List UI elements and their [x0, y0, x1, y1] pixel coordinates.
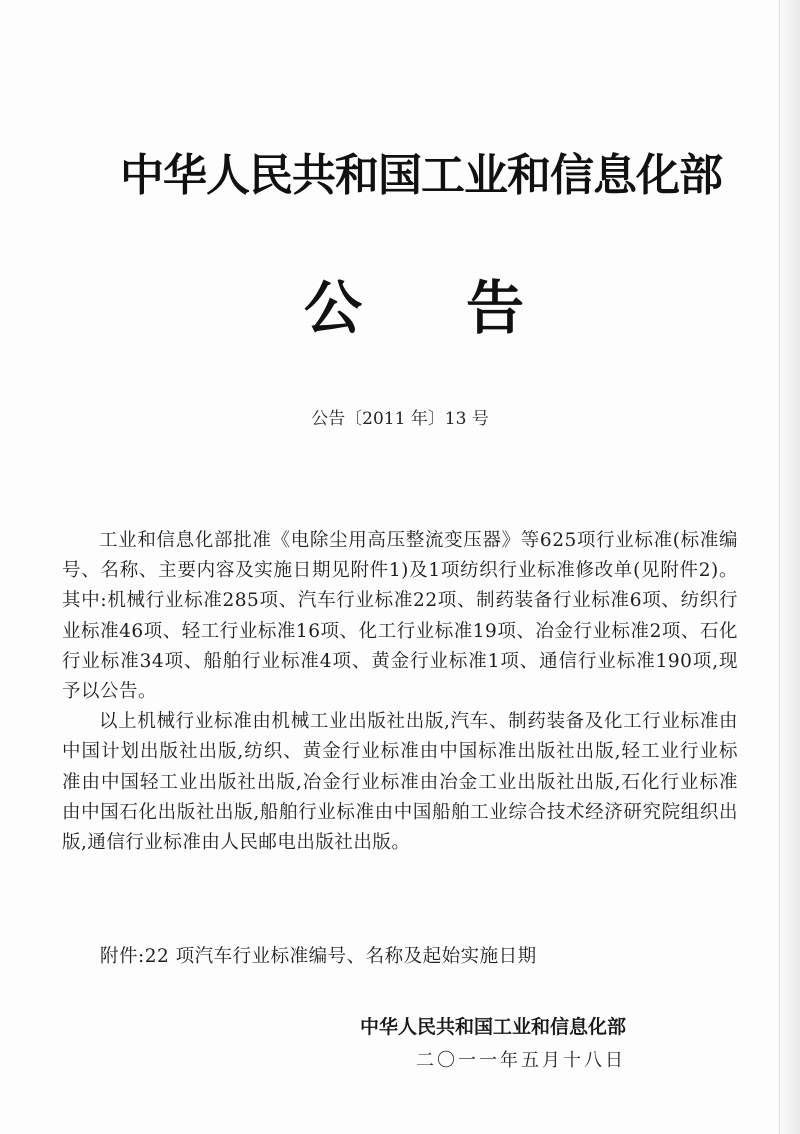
signature-organization: 中华人民共和国工业和信息化部 [360, 1016, 627, 1038]
announcement-body [62, 526, 738, 858]
body-paragraph: 以上机械行业标准由机械工业出版社出版,汽车、制药装备及化工行业标准由中国计划出版社出版,纺织、黄金行业标准由中国标准出版社出版,轻工业行业标准由中国轻工业出版社出版,冶金行业标准由冶金工业出版社出版,石化行业标准由中国石化出版社出版,船舶行业标准由中国船舶工业综合技术经济研究院组织出版,通信行业标准由人民邮电出版社出版。 [62, 711, 738, 854]
page-edge-line [779, 0, 780, 1134]
issuing-ministry: 中华人民共和国工业和信息化部 [120, 150, 722, 201]
page-edge-shadow [774, 0, 800, 1134]
document-number: 公告〔2011 年〕13 号 [311, 409, 489, 429]
announcement-title: 公告 [304, 274, 629, 342]
attachment-note: 附件:22 项汽车行业标准编号、名称及起始实施日期 [100, 946, 537, 967]
body-paragraph: 工业和信息化部批准《电除尘用高压整流变压器》等625项行业标准(标准编号、名称、主要内容及实施日期见附件1)及1项纺织行业标准修改单(见附件2)。其中:机械行业标准285项、汽车行业标准22项、制药装备行业标准6项、纺织行业标准46项、轻工行业标准16项、化工行业标准19项、冶金行业标准2项、石化行业标准34项、船舶行业标准4项、黄金行业标准1项、通信行业标准190项,现予以公告。 [62, 530, 738, 703]
signature-date: 二〇一一年五月十八日 [416, 1050, 626, 1071]
